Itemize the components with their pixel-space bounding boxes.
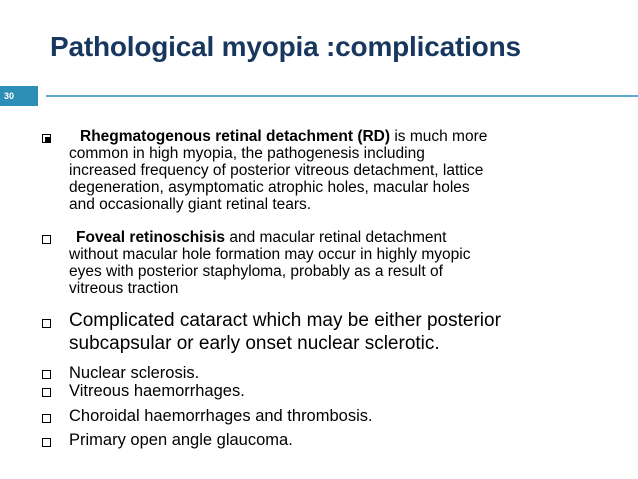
bullet-lead-rest: is much more [390,128,488,145]
bullet-line: and occasionally giant retinal tears. [69,196,312,213]
bullet-line: Primary open angle glaucoma. [69,431,293,449]
square-bullet-icon [42,388,51,397]
square-bullet-icon [42,414,51,423]
bullet-lead-rest: and macular retinal detachment [225,229,447,246]
square-bullet-icon [42,370,51,379]
bullet-line: Nuclear sclerosis. [69,364,200,382]
bullet-line: increased frequency of posterior vitreous detachment, lattice [69,162,484,179]
square-bullet-icon [42,438,51,447]
bullet-line: degeneration, asymptomatic atrophic holes, macular holes [69,179,470,196]
title-divider [46,95,638,97]
square-bullet-icon [42,319,51,328]
slide-number-badge: 30 [0,86,38,106]
square-bullet-icon [42,134,51,143]
bullet-line: common in high myopia, the pathogenesis including [69,145,425,162]
bullet-line: Vitreous haemorrhages. [69,382,245,400]
bullet-line: vitreous traction [69,280,179,297]
bullet-lead-term: Rhegmatogenous retinal detachment (RD) [80,128,391,145]
slide-title: Pathological myopia :complications [50,31,521,62]
bullet-lead-term: Foveal retinoschisis [76,229,226,246]
bullet-line: Choroidal haemorrhages and thrombosis. [69,407,373,425]
bullet-line: Complicated cataract which may be either posterior [69,310,501,331]
square-bullet-icon [42,235,51,244]
bullet-line [80,128,487,145]
bullet-line: without macular hole formation may occur in highly myopic [69,246,471,263]
bullet-line: eyes with posterior staphyloma, probably as a result of [69,263,443,280]
bullet-line: subcapsular or early onset nuclear sclerotic. [69,333,440,354]
bullet-line [76,229,446,246]
